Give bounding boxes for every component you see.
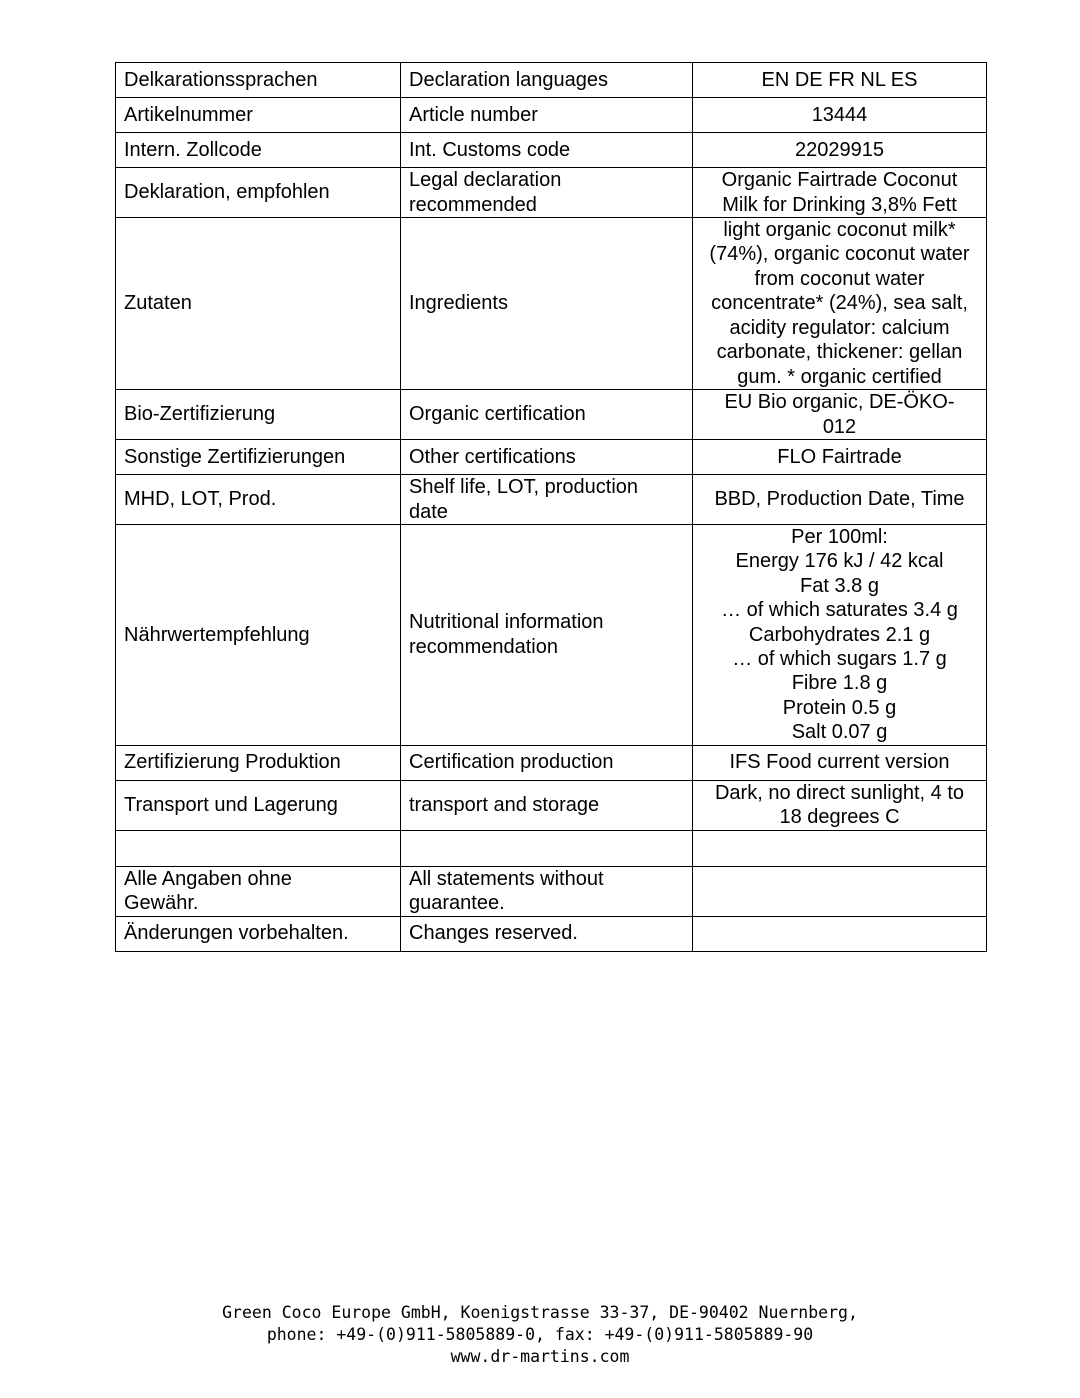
label-en: Shelf life, LOT, production date: [401, 475, 693, 525]
table-row: [116, 525, 987, 746]
label-de: Nährwertempfehlung: [116, 525, 401, 746]
label-de: [116, 830, 401, 866]
label-en: transport and storage: [401, 780, 693, 830]
table-row: [116, 745, 987, 780]
value-cell: 22029915: [693, 133, 987, 168]
label-en: Legal declaration recommended: [401, 168, 693, 218]
label-de: Sonstige Zertifizierungen: [116, 440, 401, 475]
value-cell: EN DE FR NL ES: [693, 63, 987, 98]
label-en: Int. Customs code: [401, 133, 693, 168]
label-en: Other certifications: [401, 440, 693, 475]
label-en: All statements without guarantee.: [401, 866, 693, 916]
label-de: Änderungen vorbehalten.: [116, 916, 401, 951]
value-cell: BBD, Production Date, Time: [693, 475, 987, 525]
table-row: [116, 440, 987, 475]
label-de: Intern. Zollcode: [116, 133, 401, 168]
table-row: [116, 168, 987, 218]
label-en: [401, 830, 693, 866]
table-row: [116, 390, 987, 440]
label-de: MHD, LOT, Prod.: [116, 475, 401, 525]
value-cell: [693, 866, 987, 916]
table-row: [116, 830, 987, 866]
label-en: Nutritional information recommendation: [401, 525, 693, 746]
value-cell: light organic coconut milk* (74%), organic coconut water from coconut water concentrate* (24%), sea salt, acidity regulator: calcium carbonate, thickener: gellan gum. * organic certified: [693, 218, 987, 390]
value-cell: 13444: [693, 98, 987, 133]
value-cell: FLO Fairtrade: [693, 440, 987, 475]
table-row: [116, 475, 987, 525]
value-cell: IFS Food current version: [693, 745, 987, 780]
value-cell: [693, 916, 987, 951]
value-cell: [693, 830, 987, 866]
label-en: Declaration languages: [401, 63, 693, 98]
label-de: Bio-Zertifizierung: [116, 390, 401, 440]
table-row: [116, 218, 987, 390]
company-footer: [0, 1302, 1080, 1368]
label-en: Certification production: [401, 745, 693, 780]
table-row: [116, 866, 987, 916]
product-spec-table: [115, 62, 987, 952]
label-de: Transport und Lagerung: [116, 780, 401, 830]
label-de: Artikelnummer: [116, 98, 401, 133]
table-row: [116, 98, 987, 133]
label-de: Deklaration, empfohlen: [116, 168, 401, 218]
label-de: Alle Angaben ohne Gewähr.: [116, 866, 401, 916]
table-row: [116, 63, 987, 98]
table-row: [116, 916, 987, 951]
footer-address: Green Coco Europe GmbH, Koenigstrasse 33-37, DE-90402 Nuernberg,: [222, 1303, 858, 1322]
label-en: Ingredients: [401, 218, 693, 390]
label-en: Organic certification: [401, 390, 693, 440]
value-cell: Organic Fairtrade Coconut Milk for Drinking 3,8% Fett: [693, 168, 987, 218]
label-de: Zertifizierung Produktion: [116, 745, 401, 780]
value-cell: Per 100ml: Energy 176 kJ / 42 kcal Fat 3.8 g … of which saturates 3.4 g Carbohydrates 2.1 g … of which sugars 1.7 g Fibre 1.8 g Protein 0.5 g Salt 0.07 g: [693, 525, 987, 746]
label-en: Changes reserved.: [401, 916, 693, 951]
label-de: Delkarationssprachen: [116, 63, 401, 98]
footer-contact: phone: +49-(0)911-5805889-0, fax: +49-(0)911-5805889-90: [266, 1325, 814, 1344]
label-de: Zutaten: [116, 218, 401, 390]
footer-website: www.dr-martins.com: [450, 1347, 630, 1366]
value-cell: Dark, no direct sunlight, 4 to 18 degrees C: [693, 780, 987, 830]
table-row: [116, 133, 987, 168]
table-row: [116, 780, 987, 830]
value-cell: EU Bio organic, DE-ÖKO- 012: [693, 390, 987, 440]
label-en: Article number: [401, 98, 693, 133]
